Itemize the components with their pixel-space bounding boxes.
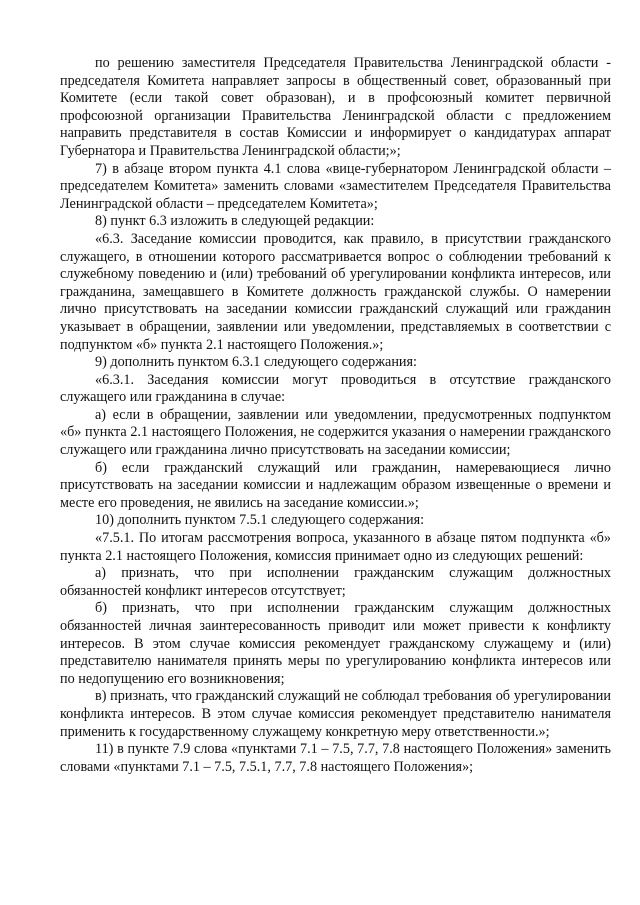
- paragraph-2: 7) в абзаце втором пункта 4.1 слова «вице-губернатором Ленинградской области – председателем Комитета» заменить словами «заместителем Председателя Правительства Ленинградской области – председателем Комитета»;: [60, 160, 611, 212]
- paragraph-7: а) если в обращении, заявлении или уведомлении, предусмотренных подпунктом «б» пункта 2.1 настоящего Положения, не содержится указания о намерении гражданского служащего или гражданина лично присутствовать на заседании комиссии;: [60, 406, 611, 459]
- paragraph-10: «7.5.1. По итогам рассмотрения вопроса, указанного в абзаце пятом подпункта «б» пункта 2.1 настоящего Положения, комиссия принимает одно из следующих решений:: [60, 530, 611, 564]
- paragraph-13: в) признать, что гражданский служащий не соблюдал требования об урегулировании конфликта интересов. В этом случае комиссия рекомендует представителю нанимателя применить к государственному служащему конкретную меру ответственности.»;: [60, 688, 611, 740]
- paragraph-8: б) если гражданский служащий или гражданин, намеревающиеся лично присутствовать на заседании комиссии и надлежащим образом извещенные о времени и месте его проведения, не явились на заседание комиссии.»;: [60, 459, 611, 511]
- paragraph-14: 11) в пункте 7.9 слова «пунктами 7.1 – 7.5, 7.7, 7.8 настоящего Положения» заменить словами «пунктами 7.1 – 7.5, 7.5.1, 7.7, 7.8 настоящего Положения»;: [60, 741, 611, 775]
- paragraph-3: 8) пункт 6.3 изложить в следующей редакции:: [95, 213, 375, 230]
- paragraph-5: 9) дополнить пунктом 6.3.1 следующего содержания:: [95, 354, 417, 371]
- paragraph-11: а) признать, что при исполнении гражданским служащим должностных обязанностей конфликт интересов отсутствует;: [60, 565, 611, 599]
- paragraph-9: 10) дополнить пунктом 7.5.1 следующего содержания:: [95, 512, 425, 529]
- paragraph-4: «6.3. Заседание комиссии проводится, как правило, в присутствии гражданского служащего, в отношении которого рассматривается вопрос о соблюдении требований к служебному поведению и (или) требований об урегулировании конфликта интересов, или гражданина, замещавшего в Комитете должность гражданской службы. О намерении лично присутствовать на заседании комиссии гражданский служащий или гражданин указывает в обращении, заявлении или уведомлении, представляемых в соответствии с подпунктом «б» пункта 2.1 настоящего Положения.»;: [60, 230, 611, 353]
- paragraph-12: б) признать, что при исполнении гражданским служащим должностных обязанностей личная заинтересованность приводит или может привести к конфликту интересов. В этом случае комиссия рекомендует гражданскому служащему и (или) представителю нанимателя принять меры по урегулированию конфликта интересов или по недопущению его возникновения;: [60, 600, 611, 687]
- document-body: [60, 55, 611, 776]
- paragraph-6: «6.3.1. Заседания комиссии могут проводиться в отсутствие гражданского служащего или гражданина в случае:: [60, 371, 611, 406]
- paragraph-1: по решению заместителя Председателя Правительства Ленинградской области - председателя Комитета направляет запросы в общественный совет, образованный при Комитете (если такой совет образован), и в профсоюзный комитет первичной профсоюзной организации Правительства Ленинградской области с предложением направить представителя в состав Комиссии и информирует о кандидатурах аппарат Губернатора и Правительства Ленинградской области;»;: [60, 55, 611, 159]
